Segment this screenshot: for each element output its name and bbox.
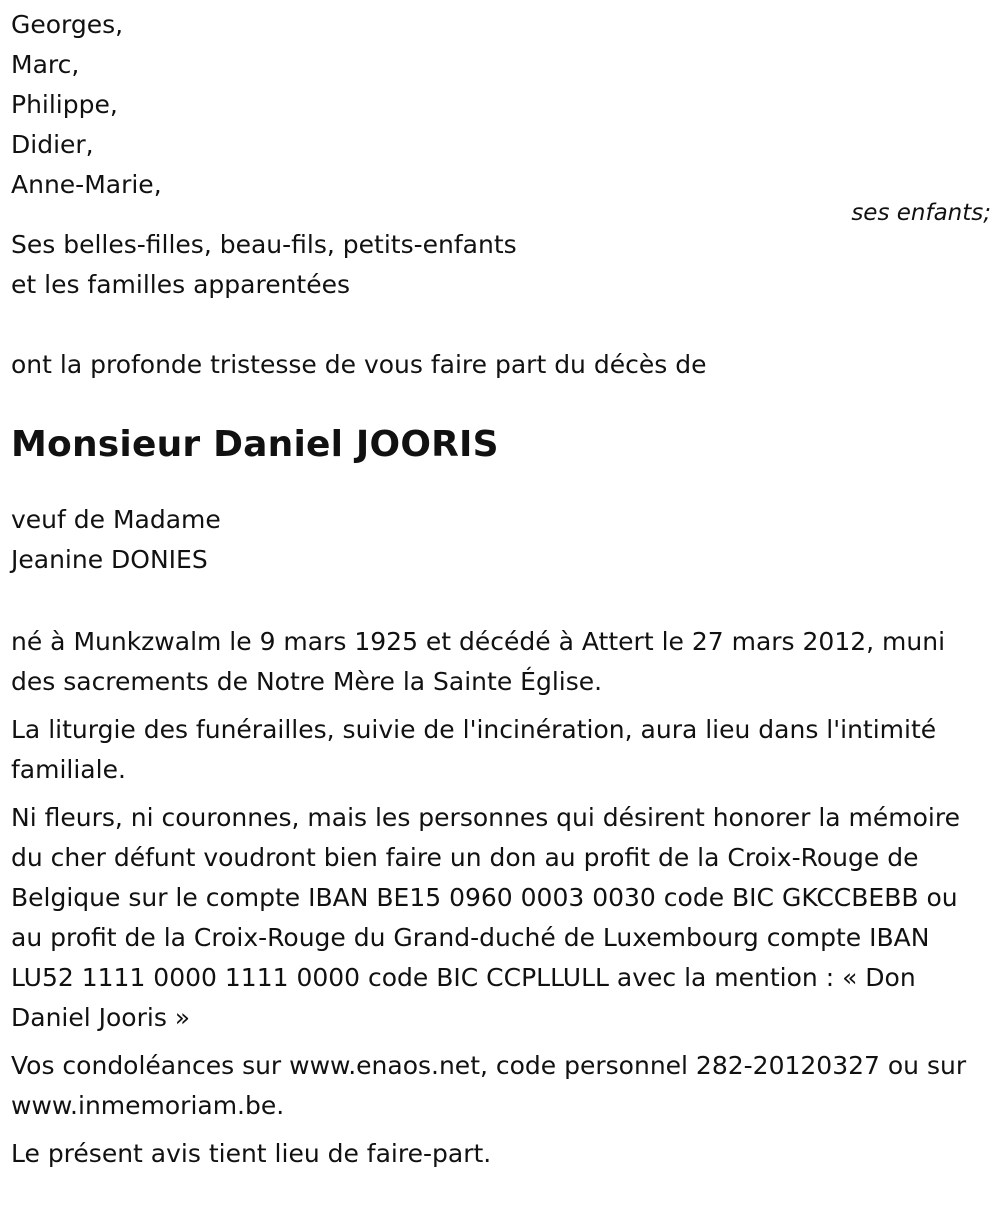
obituary-notice	[11, 5, 991, 1174]
widow-block	[11, 500, 991, 580]
donation-paragraph: Ni fleurs, ni couronnes, mais les personnes qui désirent honorer la mémoire du cher défunt voudront bien faire un don au profit de la Croix-Rouge de Belgique sur le compte IBAN BE15 0960 0003 0030 code BIC GKCCBEBB ou au profit de la Croix-Rouge du Grand-duché de Luxembourg compte IBAN LU52 1111 0000 1111 0000 code BIC CCPLLULL avec la mention : « Don Daniel Jooris »	[11, 803, 960, 1032]
child-name: Didier,	[11, 130, 94, 159]
widow-line: veuf de Madame	[11, 505, 221, 534]
child-name: Philippe,	[11, 90, 118, 119]
family-line: Ses belles-filles, beau-fils, petits-enfants	[11, 230, 517, 259]
closing-paragraph: Le présent avis tient lieu de faire-part.	[11, 1139, 492, 1168]
family-line: et les familles apparentées	[11, 270, 351, 299]
condolences-paragraph: Vos condoléances sur www.enaos.net, code personnel 282-20120327 ou sur www.inmemoriam.be.	[11, 1051, 967, 1120]
children-block	[11, 5, 991, 226]
children-role: ses enfants;	[851, 200, 991, 226]
deceased-name: Monsieur Daniel JOORIS	[11, 424, 499, 465]
birth-death-paragraph: né à Munkzwalm le 9 mars 1925 et décédé à Attert le 27 mars 2012, muni des sacrements de Notre Mère la Sainte Église.	[11, 627, 946, 696]
child-name: Anne-Marie,	[11, 170, 162, 199]
family-block	[11, 225, 991, 305]
widow-line: Jeanine DONIES	[11, 545, 208, 574]
child-name: Marc,	[11, 50, 80, 79]
announcement-text: ont la profonde tristesse de vous faire part du décès de	[11, 350, 707, 379]
child-name: Georges,	[11, 10, 124, 39]
funeral-paragraph: La liturgie des funérailles, suivie de l'incinération, aura lieu dans l'intimité familiale.	[11, 715, 937, 784]
